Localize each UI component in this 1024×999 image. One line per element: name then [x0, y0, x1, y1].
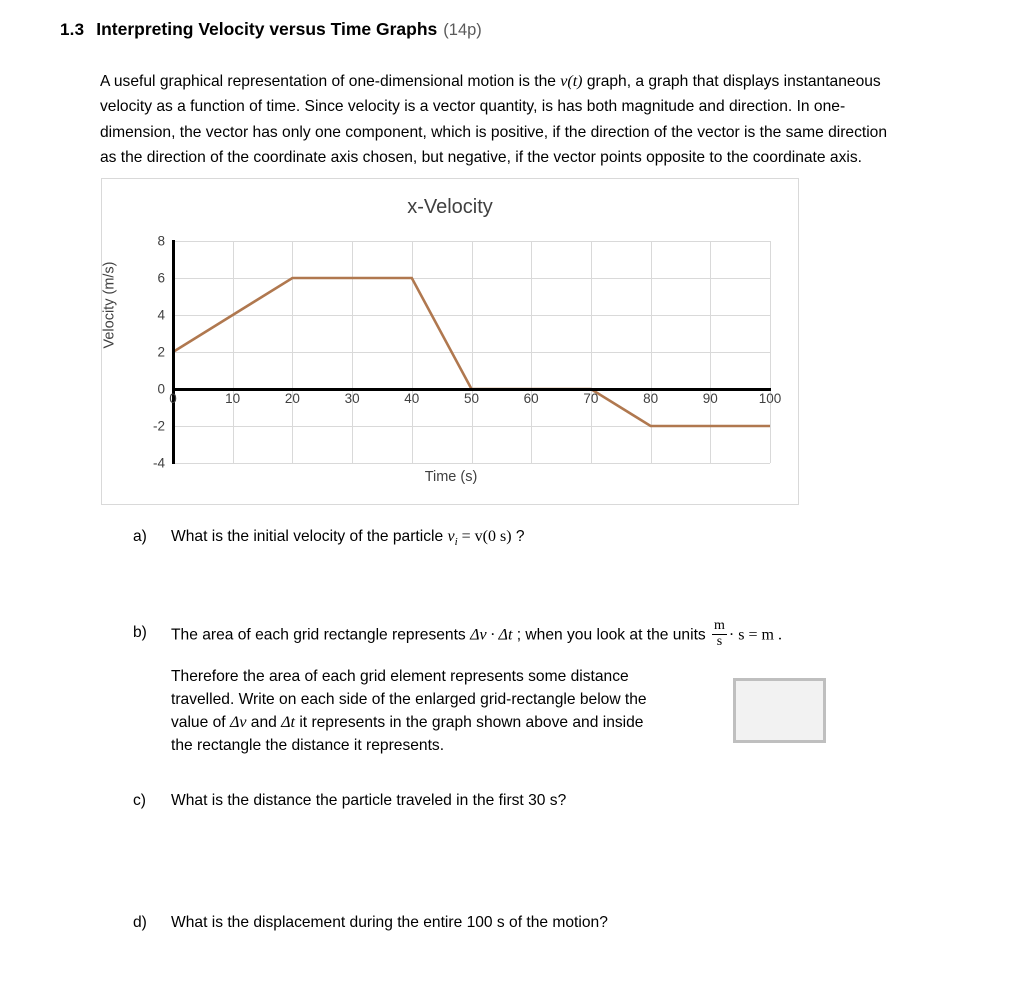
question-b-paragraph-part2: and — [246, 714, 282, 731]
section-heading — [60, 18, 960, 41]
question-b-label: b) — [133, 624, 147, 641]
units-fraction — [712, 619, 727, 649]
question-c-label: c) — [133, 792, 146, 809]
chart-x-tick-label: 80 — [643, 391, 659, 406]
chart-y-tick-label: 2 — [157, 344, 165, 360]
chart-y-tick-label: 0 — [157, 381, 165, 397]
chart-plot-area — [173, 241, 770, 463]
question-d-text: What is the displacement during the entire 100 s of the motion? — [171, 914, 608, 931]
chart-x-axis-label: Time (s) — [424, 469, 478, 485]
question-b-text-mid: ; when you look at the units — [512, 626, 711, 644]
question-b-math-dvdt: Δv · Δt — [470, 626, 513, 644]
intro-text-part1: A useful graphical representation of one-dimensional motion is the — [100, 72, 561, 90]
question-a-text-before: What is the initial velocity of the particle — [171, 528, 448, 545]
question-b-paragraph-part3: it represents in the graph shown above and inside the rectangle the distance it represents. — [171, 714, 644, 754]
question-b-text-after: · s = m . — [728, 626, 782, 644]
intro-paragraph — [100, 69, 890, 171]
section-points-badge: (14p) — [443, 21, 482, 39]
question-a-math-v: v — [447, 528, 455, 545]
chart-series-line — [173, 241, 770, 463]
question-b-math-delta-v: Δv — [229, 714, 247, 731]
question-a-text — [171, 524, 833, 555]
chart-y-tick-label: -2 — [152, 418, 165, 434]
intro-text-part2: graph, a graph that displays instantaneous velocity as a function of time. Since velocity is a vector quantity, is has both magnitude and direction. In one-dimension, the vector has only one component, which is positive, if the direction of the vector is the same direction as the direction of the coordinate axis chosen, but negative, if the vector points opposite to the coordinate axis. — [100, 72, 888, 167]
chart-title: x-Velocity — [407, 196, 493, 218]
grid-rectangle-placeholder[interactable] — [733, 678, 826, 743]
chart-y-tick-label: -4 — [152, 455, 165, 471]
question-a — [133, 524, 833, 555]
chart-x-tick-label: 70 — [583, 391, 599, 406]
question-b — [133, 620, 893, 650]
question-c — [133, 788, 833, 813]
question-d — [133, 910, 833, 935]
question-b-text — [171, 620, 893, 650]
question-b-text-before: The area of each grid rectangle represents — [171, 626, 471, 644]
chart-gridline-vertical — [770, 241, 771, 463]
chart-y-tick-label: 8 — [157, 233, 165, 249]
chart-y-tick-label: 4 — [157, 307, 165, 323]
section-number: 1.3 — [60, 20, 85, 39]
question-c-text: What is the distance the particle traveled in the first 30 s? — [171, 792, 567, 809]
chart-x-tick-label: 0 — [169, 391, 177, 406]
question-b-math-delta-t: Δt — [281, 714, 295, 731]
chart-x-tick-label: 60 — [523, 391, 539, 406]
chart-x-ticks — [169, 391, 782, 411]
chart-y-ticks — [129, 233, 165, 471]
chart-x-tick-label: 30 — [344, 391, 360, 406]
chart-y-tick-label: 6 — [157, 270, 165, 286]
chart-x-tick-label: 10 — [225, 391, 241, 406]
question-a-math-sub: i — [454, 536, 458, 549]
chart-y-axis-label: Velocity (m/s) — [101, 261, 118, 349]
chart-x-tick-label: 20 — [284, 391, 300, 406]
question-a-text-after: ? — [511, 528, 525, 545]
question-d-label: d) — [133, 914, 147, 931]
chart-y-axis-line — [172, 240, 175, 464]
intro-math-vt: v(t) — [560, 72, 583, 90]
chart-x-tick-label: 100 — [758, 391, 782, 406]
chart-gridline-horizontal — [173, 463, 770, 464]
fraction-numerator: m — [714, 618, 725, 633]
question-a-math-rest: = v(0 s) — [457, 528, 512, 545]
chart-x-tick-label: 50 — [463, 391, 480, 406]
question-b-paragraph-part1: Therefore the area of each grid element represents some distance travelled. Write on each side of the enlarged grid-rectangle below the value of — [171, 668, 647, 731]
chart-x-ticks-row — [102, 391, 800, 411]
velocity-time-chart — [101, 178, 799, 505]
chart-x-tick-label: 40 — [404, 391, 420, 406]
chart-x-tick-label: 90 — [702, 391, 718, 406]
page-title: Interpreting Velocity versus Time Graphs — [96, 19, 438, 39]
fraction-denominator: s — [712, 634, 727, 650]
question-b-paragraph — [171, 665, 651, 757]
question-a-label: a) — [133, 528, 147, 545]
